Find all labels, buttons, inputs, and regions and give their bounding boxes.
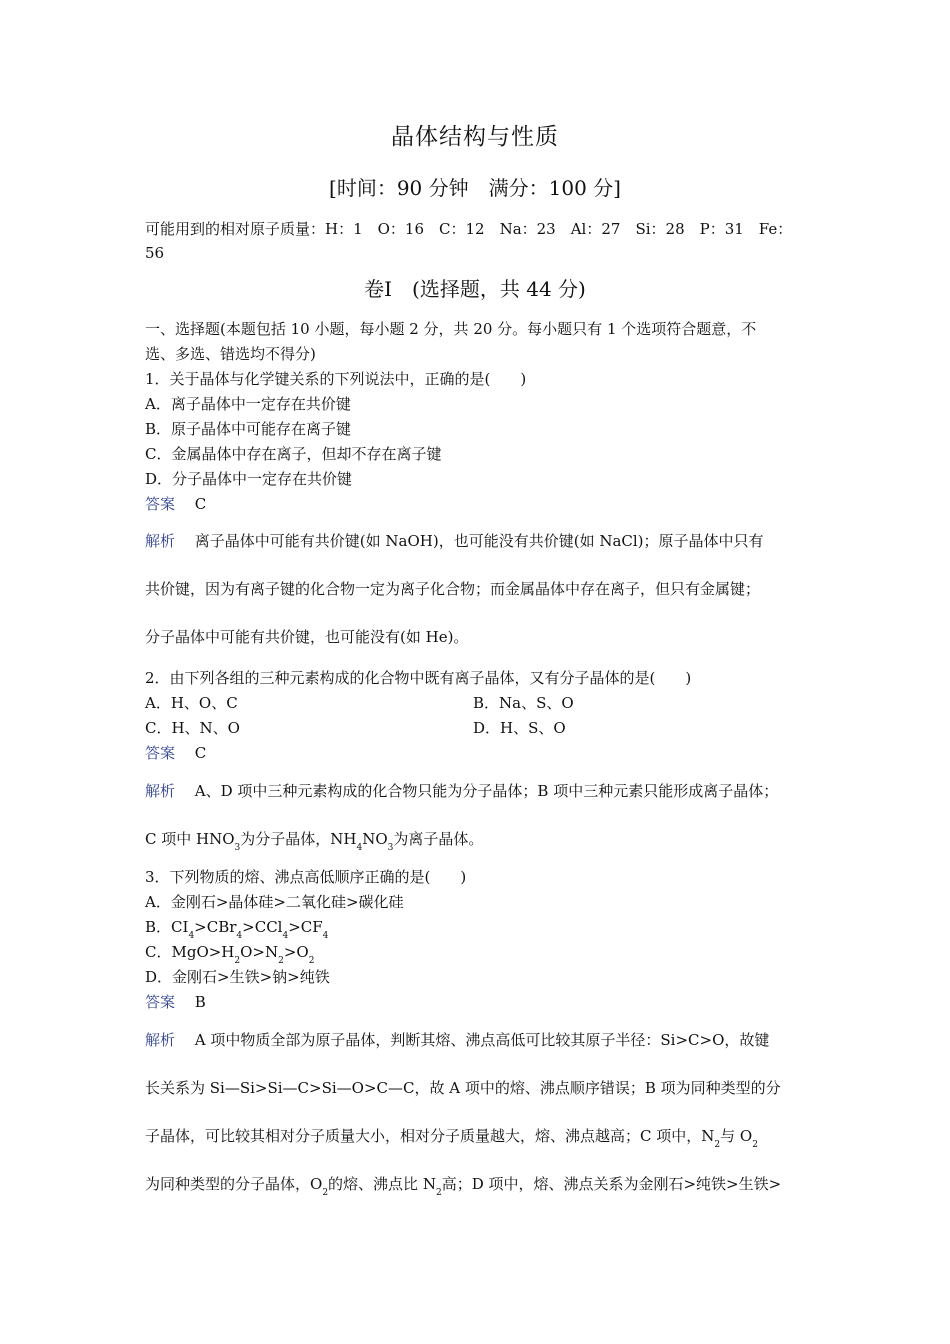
subscript: 2 [752,1140,758,1150]
answer-label: 答案 [145,993,176,1011]
answer-value: B [194,993,206,1011]
text-fragment: C 项中 HNO [145,830,235,848]
atomic-mass-line: 可能用到的相对原子质量：H：1 O：16 C：12 Na：23 Al：27 Si：28 P：31 Fe： [145,220,793,238]
text-fragment: >O [283,943,309,961]
q2-option-a: A．H、O、C [145,694,238,712]
q3-explanation-line-2: 长关系为 Si—Si>Si—C>Si—O>C—C，故 A 项中的熔、沸点顺序错误；B 项为同种类型的分 [145,1079,781,1097]
answer-value: C [194,495,207,513]
text-fragment: >CCl [242,918,283,936]
subscript: 4 [356,843,363,853]
q1-option-a: A．离子晶体中一定存在共价键 [145,395,351,413]
answer-label: 答案 [145,495,176,513]
answer-value: C [194,744,207,762]
subscript: 3 [387,843,394,853]
text-fragment: 的熔、沸点比 N [328,1175,436,1193]
subscript: 4 [188,931,195,941]
subscript: 2 [322,1188,329,1198]
subscript: 2 [278,956,284,966]
q2-stem: 2．由下列各组的三种元素构成的化合物中既有离子晶体，又有分子晶体的是( ) [145,669,692,687]
subscript: 2 [234,956,241,966]
q3-stem: 3．下列物质的熔、沸点高低顺序正确的是( ) [145,868,467,886]
instructions-line-2: 选、多选、错选均不得分) [145,345,316,363]
answer-label: 答案 [145,744,176,762]
q2-option-d: D．H、S、O [473,719,566,737]
q2-answer [145,742,206,763]
text-fragment: 为同种类型的分子晶体，O [145,1175,323,1193]
text-fragment: 高；D 项中，熔、沸点关系为金刚石>纯铁>生铁> [441,1175,782,1193]
analysis-label: 解析 [145,1031,176,1049]
q1-option-c: C．金属晶体中存在离子，但却不存在离子键 [145,445,442,463]
q1-explanation-line-2: 共价键，因为有离子键的化合物一定为离子化合物；而金属晶体中存在离子，但只有金属键； [145,580,761,598]
subscript: 4 [236,931,243,941]
q1-explanation-line-3: 分子晶体中可能有共价键，也可能没有(如 He)。 [145,628,469,646]
q2-option-b: B．Na、S、O [473,694,574,712]
q3-option-d: D．金刚石>生铁>钠>纯铁 [145,968,330,986]
subscript: 2 [435,1188,442,1198]
q3-option-b [145,916,328,941]
subscript: 4 [322,931,329,941]
atomic-mass-continued: 56 [145,244,165,262]
q3-option-c [145,941,314,966]
q3-explanation-line-3 [145,1125,758,1150]
q2-explanation-line-2 [145,828,483,853]
subscript: 2 [714,1140,721,1150]
q2-option-c: C．H、N、O [145,719,240,737]
instructions-line-1: 一、选择题(本题包括 10 小题，每小题 2 分，共 20 分。每小题只有 1 个选项符合题意，不 [145,320,757,338]
text-fragment: O>N [240,943,279,961]
text-fragment: C．MgO>H [145,943,235,961]
q1-option-b: B．原子晶体中可能存在离子键 [145,420,352,438]
q3-option-a: A．金刚石>晶体硅>二氧化硅>碳化硅 [145,893,404,911]
q3-explanation-line-1 [145,1029,769,1050]
q1-stem: 1．关于晶体与化学键关系的下列说法中，正确的是( ) [145,370,527,388]
text-fragment: NO [362,830,388,848]
analysis-label: 解析 [145,532,176,550]
page-title: 晶体结构与性质 [391,124,559,150]
q3-explanation-line-4 [145,1173,781,1198]
q1-option-d: D．分子晶体中一定存在共价键 [145,470,353,488]
analysis-label: 解析 [145,782,176,800]
q1-answer [145,493,206,514]
subscript: 3 [234,843,241,853]
time-and-score: [时间：90 分钟 满分：100 分] [329,176,621,200]
q3-answer [145,991,206,1012]
subscript: 2 [308,956,315,966]
q1-explanation-line-1 [145,530,764,551]
explanation-text: A 项中物质全部为原子晶体，判断其熔、沸点高低可比较其原子半径：Si>C>O，故键 [194,1031,770,1049]
text-fragment: 与 O [720,1127,753,1145]
text-fragment: 子晶体，可比较其相对分子质量大小，相对分子质量越大，熔、沸点越高；C 项中，N [145,1127,715,1145]
text-fragment: 为离子晶体。 [393,830,484,848]
explanation-text: A、D 项中三种元素构成的化合物只能为分子晶体；B 项中三种元素只能形成离子晶体； [194,782,779,800]
q2-explanation-line-1 [145,780,778,801]
text-fragment: B．CI [145,918,189,936]
text-fragment: >CBr [194,918,237,936]
explanation-text: 离子晶体中可能有共价键(如 NaOH)，也可能没有共价键(如 NaCl)；原子晶体中只有 [194,532,764,550]
text-fragment: 为分子晶体，NH [240,830,357,848]
subscript: 4 [282,931,289,941]
section-title: 卷Ⅰ (选择题，共 44 分) [364,277,586,301]
text-fragment: >CF [288,918,323,936]
